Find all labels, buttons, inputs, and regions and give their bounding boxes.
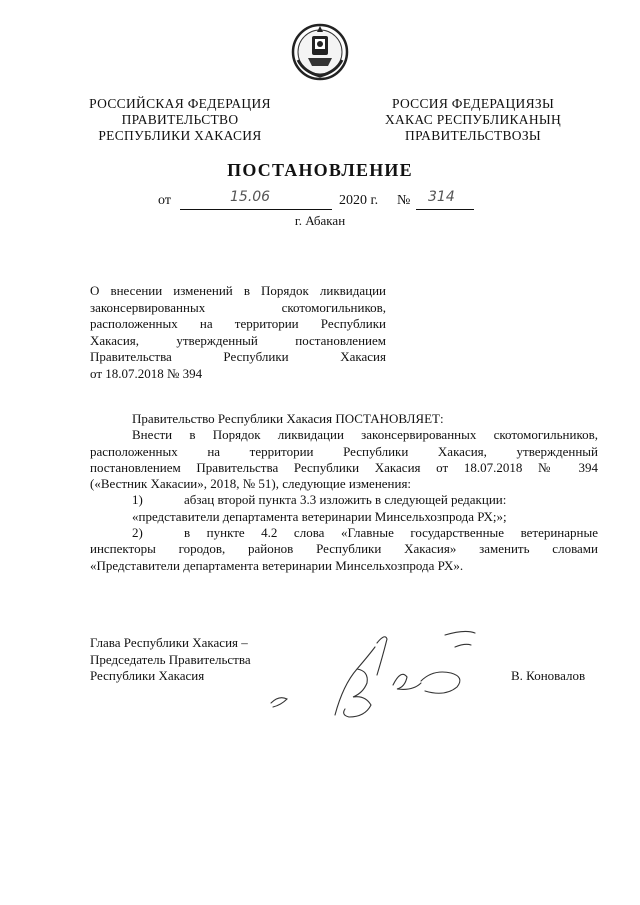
signatory-title-line: Председатель Правительства	[90, 651, 251, 667]
header-right	[368, 96, 578, 144]
body-line: Правительство Республики Хакасия ПОСТАНОВЛЯЕТ:	[132, 411, 444, 426]
body-line: («Вестник Хакасии», 2018, № 51), следующие изменения:	[90, 476, 412, 492]
header-right-line: РОССИЯ ФЕДЕРАЦИЯЗЫ	[391, 96, 555, 111]
preamble-line: законсервированных скотомогильников,	[90, 299, 386, 315]
number-sign: №	[397, 193, 411, 208]
item-number: 2)	[132, 525, 143, 541]
body-line: расположенных на территории Республики Хакасия, утвержденный	[90, 443, 598, 459]
preamble-line: от 18.07.2018 № 394	[90, 365, 203, 381]
signatory-title-line: Глава Республики Хакасия –	[90, 635, 248, 650]
body-line: постановлением Правительства Республики Хакасия от 18.07.2018 № 394	[90, 459, 598, 475]
header-left-line: РЕСПУБЛИКИ ХАКАСИЯ	[98, 128, 262, 143]
body-item-1	[90, 492, 598, 508]
item-text: в пункте 4.2 слова «Главные государственные ветеринарные	[184, 525, 598, 541]
header-left-line: ПРАВИТЕЛЬСТВО	[121, 112, 239, 127]
item-number: 1)	[132, 492, 143, 508]
city-label: г. Абакан	[294, 213, 346, 228]
header-left-line: РОССИЙСКАЯ ФЕДЕРАЦИЯ	[89, 96, 271, 111]
header-right-line: ХАКАС РЕСПУБЛИКАНЫҢ	[384, 112, 562, 127]
date-handwritten: 15.06	[230, 189, 271, 205]
document-type-title: ПОСТАНОВЛЕНИЕ	[227, 160, 413, 180]
body-line: Внести в Порядок ликвидации законсервированных скотомогильников,	[132, 427, 598, 443]
preamble-line: расположенных на территории Республики	[90, 316, 386, 331]
signatory-title	[90, 635, 251, 685]
year-label: 2020 г.	[339, 193, 379, 208]
body-line: инспекторы городов, районов Республики Хакасия» заменить словами	[90, 541, 598, 557]
body-item-2	[90, 525, 598, 541]
header-left	[80, 96, 280, 144]
preamble-line: О внесении изменений в Порядок ликвидации	[90, 283, 386, 298]
number-handwritten: 314	[428, 189, 455, 205]
signatory-name: В. Коновалов	[511, 668, 586, 683]
coat-of-arms-emblem	[290, 22, 350, 82]
handwritten-signature	[265, 625, 480, 720]
item-text: абзац второй пункта 3.3 изложить в следующей редакции:	[184, 492, 507, 508]
preamble-line: Хакасия, утвержденный постановлением	[90, 332, 386, 348]
preamble	[90, 283, 386, 382]
signatory-title-line: Республики Хакасия	[90, 668, 205, 683]
body-line: «Представители департамента ветеринарии Минсельхозпрода РХ».	[90, 557, 464, 573]
preamble-line: Правительства Республики Хакасия	[90, 349, 386, 364]
body-line: «представители департамента ветеринарии Минсельхозпрода РХ;»;	[132, 508, 507, 524]
date-prefix: от	[158, 193, 171, 208]
resolution-body	[90, 411, 598, 574]
header-right-line: ПРАВИТЕЛЬСТВОЗЫ	[405, 128, 541, 143]
